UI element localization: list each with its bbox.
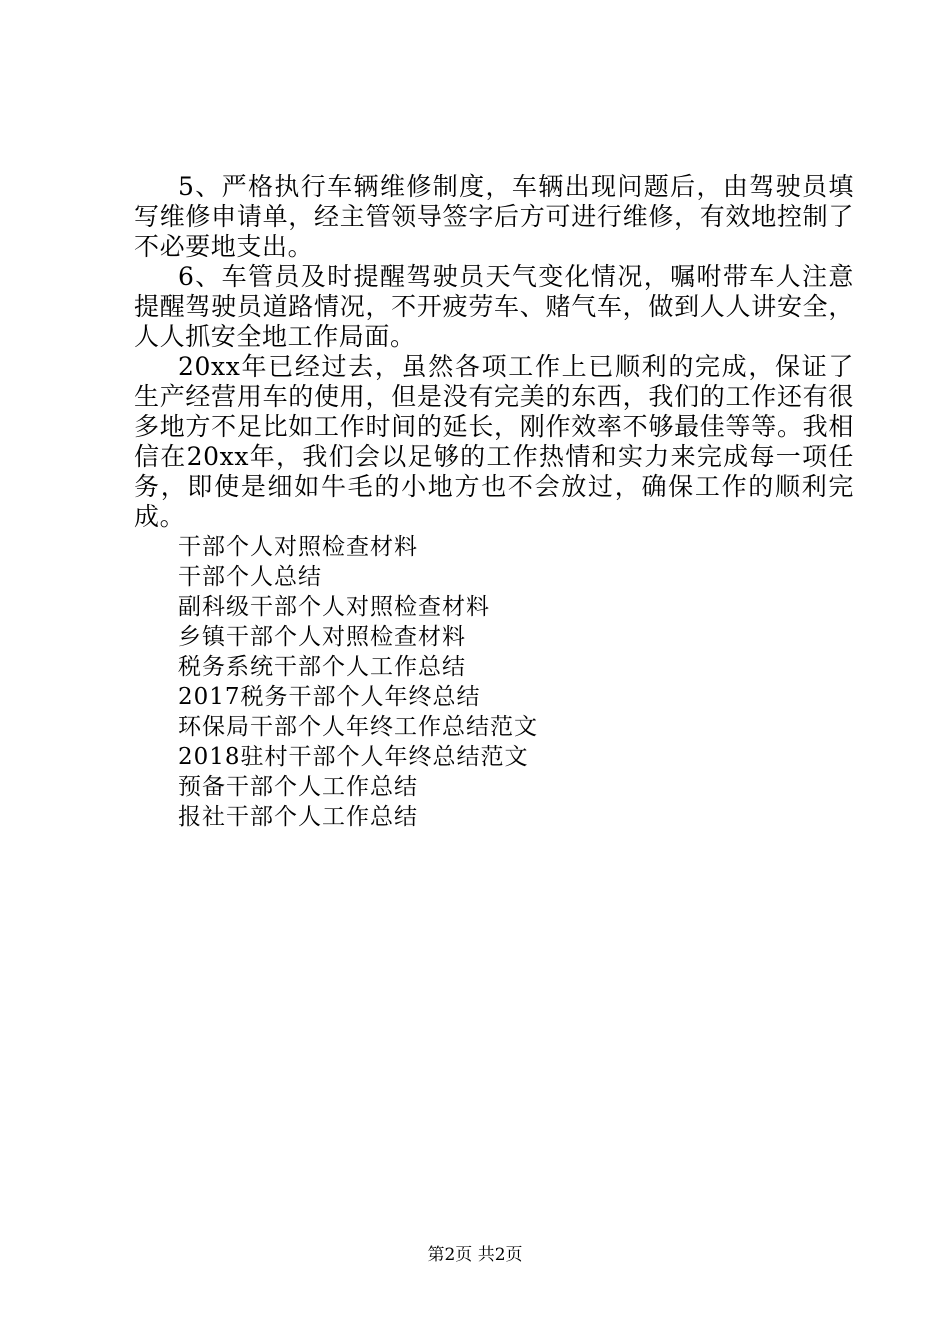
related-title-item: 干部个人总结 xyxy=(178,564,322,590)
related-title-item: 环保局干部个人年终工作总结范文 xyxy=(178,714,538,740)
related-title-item: 干部个人对照检查材料 xyxy=(178,534,418,560)
related-title-item: 乡镇干部个人对照检查材料 xyxy=(178,624,466,650)
paragraph-driver-reminder: 6、车管员及时提醒驾驶员天气变化情况，嘱咐带车人注意提醒驾驶员道路情况，不开疲劳车、赌气车，做到人人讲安全，人人抓安全地工作局面。 xyxy=(134,262,854,351)
related-title-item: 税务系统干部个人工作总结 xyxy=(178,654,466,680)
related-title-item: 2018驻村干部个人年终总结范文 xyxy=(178,744,529,770)
related-title-item: 副科级干部个人对照检查材料 xyxy=(178,594,490,620)
related-titles-list xyxy=(134,532,854,832)
page-number-footer: 第2页 共2页 xyxy=(427,1245,523,1265)
paragraph-vehicle-repair: 5、严格执行车辆维修制度，车辆出现问题后，由驾驶员填写维修申请单，经主管领导签字后方可进行维修，有效地控制了不必要地支出。 xyxy=(134,172,854,261)
paragraph-year-summary: 20xx年已经过去，虽然各项工作上已顺利的完成，保证了生产经营用车的使用，但是没有完美的东西，我们的工作还有很多地方不足比如工作时间的延长，刚作效率不够最佳等等。我相信在20xx年，我们会以足够的工作热情和实力来完成每一项任务，即使是细如牛毛的小地方也不会放过，确保工作的顺利完成。 xyxy=(134,352,854,531)
related-title-item: 报社干部个人工作总结 xyxy=(178,804,418,830)
document-body xyxy=(134,172,854,832)
related-title-item: 2017税务干部个人年终总结 xyxy=(178,684,481,710)
related-title-item: 预备干部个人工作总结 xyxy=(178,774,418,800)
